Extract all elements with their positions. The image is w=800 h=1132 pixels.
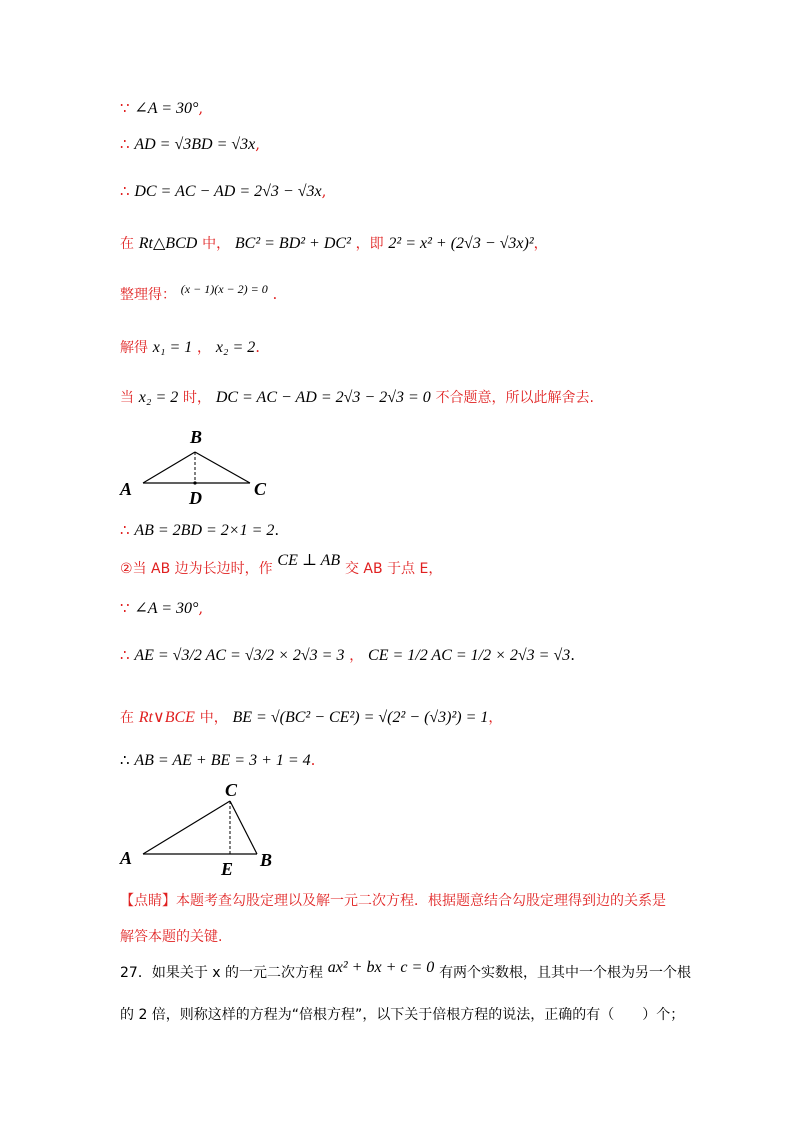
triangle-figure-abc-d (115, 425, 285, 515)
line-given-angle-a-2 (120, 598, 203, 619)
punct: , (198, 599, 204, 617)
math-expr: DC = AC − AD = 2√3 − 2√3 = 0 (215, 389, 431, 406)
punct: , (198, 99, 204, 117)
line-reject-solution (120, 387, 594, 408)
punct: . (274, 521, 280, 539)
math-expr: x₂ = 2 (215, 339, 256, 356)
math-expr: x₂ = 2 (138, 389, 179, 406)
vertex-label-a: A (120, 848, 133, 868)
line-solutions (120, 337, 260, 358)
math-expr: AB = 2BD = 2×1 = 2 (134, 522, 275, 539)
question-27-line1 (120, 959, 692, 983)
math-expr: ax² + bx + c = 0 (327, 959, 435, 976)
math-expr: ∠A = 30° (134, 100, 199, 117)
vertex-label-b: B (190, 427, 203, 447)
therefore-symbol: ∴ (120, 521, 130, 539)
text: 在 (120, 236, 134, 252)
vertex-label-c: C (254, 479, 267, 499)
text: 时， (183, 390, 212, 406)
line-dc-expression (120, 181, 326, 202)
math-expr: Rt△BCD (138, 235, 198, 252)
question-27-line2: 的 2 倍，则称这样的方程为“倍根方程”，以下关于倍根方程的说法，正确的有（ ）个； (120, 1007, 685, 1023)
punct: , (255, 135, 261, 153)
line-simplify (120, 284, 277, 305)
text: ，即 (355, 236, 384, 252)
vertex-label-c: C (225, 780, 238, 800)
math-expr: BE = √(BC² − CE²) = √(2² − (√3)²) = 1 (232, 709, 489, 726)
punct: ， (349, 648, 364, 664)
line-pythagoras-bce (120, 707, 502, 728)
line-ab-equals-2 (120, 520, 279, 541)
line-ad-expression (120, 134, 260, 155)
math-expr: Rt∨BCE (138, 709, 195, 726)
punct: , (321, 182, 327, 200)
therefore-symbol: ∴ (120, 751, 130, 769)
math-expr: DC = AC − AD = 2√3 − √3x (134, 183, 322, 200)
math-expr: AE = √3/2 AC = √3/2 × 2√3 = 3 (134, 647, 345, 664)
because-symbol: ∵ (120, 599, 130, 617)
punct: . (272, 285, 278, 303)
therefore-symbol: ∴ (120, 182, 130, 200)
math-expr: BC² = BD² + DC² (234, 235, 351, 252)
vertex-label-a: A (120, 479, 133, 499)
text: ②当 AB 边为长边时，作 (120, 561, 273, 577)
text: 不合题意，所以此解舍去. (435, 390, 595, 406)
note-key-point-line2: 解答本题的关键. (120, 929, 223, 945)
math-expr: AD = √3BD = √3x (134, 136, 256, 153)
math-expr: x₁ = 1 (152, 339, 193, 356)
math-expr: CE ⊥ AB (277, 552, 341, 569)
triangle-figure-abc-e (115, 778, 285, 883)
vertex-label-d: D (189, 488, 202, 508)
punct: . (310, 751, 316, 769)
line-given-angle-a (120, 98, 203, 119)
text: 中， (199, 710, 228, 726)
math-expr: (x − 1)(x − 2) = 0 (180, 282, 268, 296)
punct: . (570, 646, 576, 664)
punct: ， (488, 710, 503, 726)
text: 交 AB 于点 E， (344, 561, 443, 577)
therefore-symbol: ∴ (120, 135, 130, 153)
text: 在 (120, 710, 134, 726)
note-key-point-line1: 【点睛】本题考查勾股定理以及解一元二次方程．根据题意结合勾股定理得到边的关系是 (120, 893, 666, 909)
line-case-two (120, 552, 443, 579)
text: 中， (202, 236, 231, 252)
text: 有两个实数根，且其中一个根为另一个根 (439, 965, 692, 981)
text: 解得 (120, 340, 148, 356)
math-expr: ∠A = 30° (134, 600, 199, 617)
text: 27．如果关于 x 的一元二次方程 (120, 965, 323, 981)
text: ， (197, 340, 212, 356)
punct: . (255, 338, 261, 356)
line-ae-ce (120, 645, 575, 666)
math-expr: AB = AE + BE = 3 + 1 = 4 (134, 752, 311, 769)
vertex-label-b: B (260, 850, 273, 870)
punct: ， (533, 236, 548, 252)
because-symbol: ∵ (120, 99, 130, 117)
math-expr: 2² = x² + (2√3 − √3x)² (388, 235, 534, 252)
therefore-symbol: ∴ (120, 646, 130, 664)
text: 整理得： (120, 287, 176, 303)
math-expr: CE = 1/2 AC = 1/2 × 2√3 = √3 (368, 647, 571, 664)
vertex-label-e: E (221, 859, 234, 879)
line-ab-equals-4 (120, 750, 315, 771)
line-pythagoras-bcd (120, 233, 548, 254)
text: 当 (120, 390, 134, 406)
